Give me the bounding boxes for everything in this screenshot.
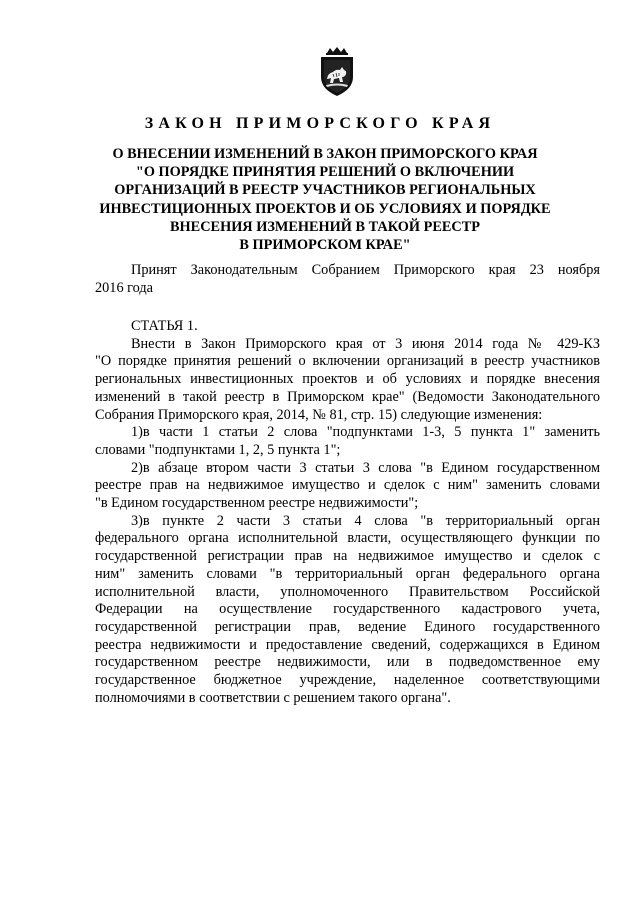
- article-line: полномочиями в соответствии с решением такого органа".: [95, 689, 451, 706]
- article-line: словами "подпунктами 1, 2, 5 пункта 1";: [95, 441, 341, 458]
- law-subject: [80, 145, 570, 254]
- article-line: Собрания Приморского края, 2014, № 81, стр. 15) следующие изменения:: [95, 406, 543, 423]
- article-line: региональных инвестиционных проектов и об условиях и порядке внесения: [95, 371, 600, 388]
- article-line: Федерации на осуществление государственного кадастрового учета,: [95, 601, 600, 618]
- subject-line: "О ПОРЯДКЕ ПРИНЯТИЯ РЕШЕНИЙ О ВКЛЮЧЕНИИ: [135, 164, 515, 181]
- article-line: государственной регистрации прав на недвижимое имущество и сделок с: [95, 548, 600, 565]
- subject-line: ИНВЕСТИЦИОННЫХ ПРОЕКТОВ И ОБ УСЛОВИЯХ И ПОРЯДКЕ: [99, 200, 551, 217]
- subject-line: О ВНЕСЕНИИ ИЗМЕНЕНИЙ В ЗАКОН ПРИМОРСКОГО КРАЯ: [112, 146, 538, 162]
- article-line: изменений в такой реестр в Приморском крае" (Ведомости Законодательного: [95, 388, 600, 405]
- article-line: государственной регистрации прав, ведение Единого государственного: [95, 618, 600, 635]
- article-line: Внести в Закон Приморского края от 3 июня 2014 года № 429-КЗ: [131, 335, 600, 352]
- article-line: 3)в пункте 2 части 3 статьи 4 слова "в территориальный орган: [131, 512, 600, 529]
- subject-line: ВНЕСЕНИЯ ИЗМЕНЕНИЙ В ТАКОЙ РЕЕСТР: [170, 218, 480, 235]
- article-heading: СТАТЬЯ 1.: [131, 318, 198, 334]
- adoption-line: 2016 года: [95, 279, 154, 296]
- article-line: государственное бюджетное учреждение, наделенное соответствующими: [95, 672, 600, 689]
- article-line: федерального органа исполнительной власти, осуществляющего функции по: [95, 530, 600, 547]
- article-1: [95, 318, 600, 707]
- article-line: "в Едином государственном реестре недвижимости";: [95, 495, 419, 512]
- article-line: реестре прав на недвижимое имущество и сделок с ним" заменить словами: [95, 477, 600, 494]
- article-line: 1)в части 1 статьи 2 слова "подпунктами 1-3, 5 пункта 1" заменить: [131, 424, 600, 441]
- primorsky-krai-emblem: [311, 46, 363, 98]
- law-title: ЗАКОН ПРИМОРСКОГО КРАЯ: [144, 115, 496, 132]
- subject-line: В ПРИМОРСКОМ КРАЕ": [239, 237, 411, 254]
- article-line: государственном реестре недвижимости, или в подведомственное ему: [95, 654, 600, 671]
- article-line: "О порядке принятия решений о включении организаций в реестр участников: [95, 353, 600, 370]
- article-line: реестра недвижимости и предоставление сведений, содержащихся в Едином: [95, 636, 600, 653]
- adoption-note: [95, 262, 600, 297]
- article-line: исполнительной власти, уполномоченного Правительством Российской: [95, 583, 600, 600]
- article-line: ним" заменить словами "в территориальный орган федерального органа: [95, 565, 600, 582]
- adoption-line: Принят Законодательным Собранием Приморского края 23 ноября: [131, 262, 600, 278]
- article-line: 2)в абзаце втором части 3 статьи 3 слова "в Едином государственном: [131, 459, 600, 476]
- subject-line: ОРГАНИЗАЦИЙ В РЕЕСТР УЧАСТНИКОВ РЕГИОНАЛЬНЫХ: [114, 182, 536, 199]
